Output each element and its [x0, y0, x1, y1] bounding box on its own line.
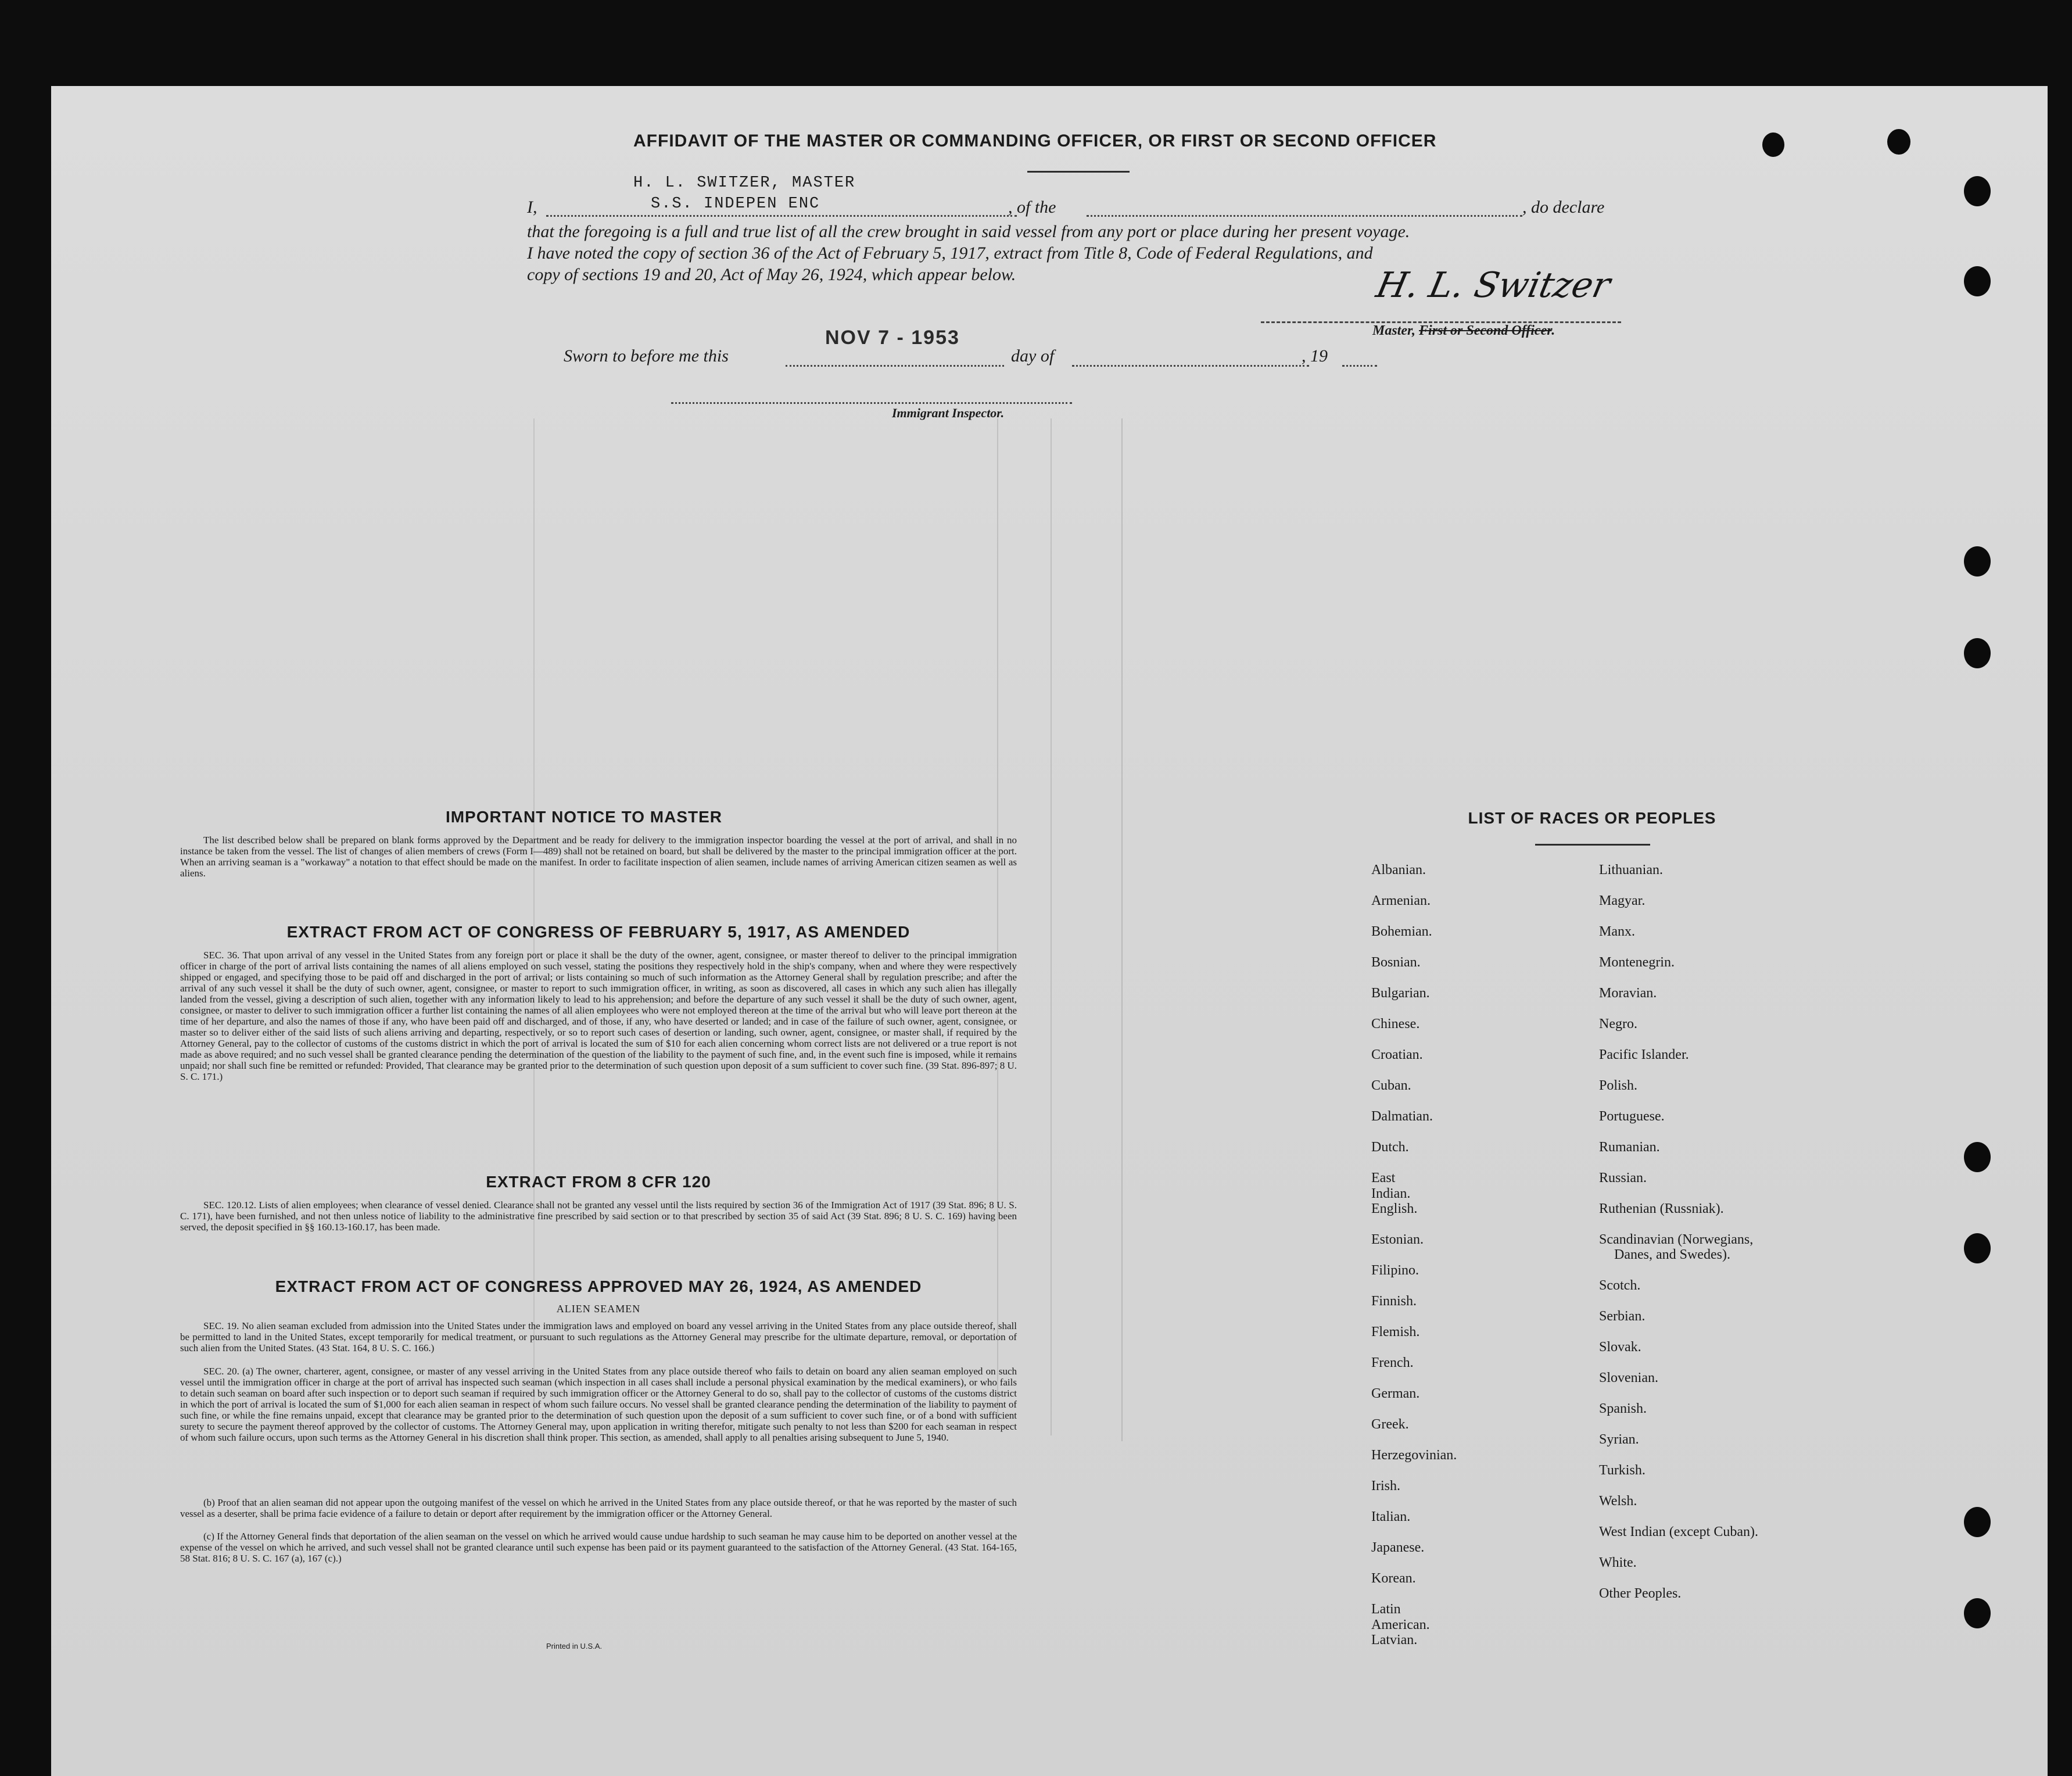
races-heading-underline: [1535, 844, 1650, 846]
race-item: French.: [1371, 1355, 1414, 1370]
punch-hole: [1964, 546, 1991, 577]
race-item: Welsh.: [1599, 1494, 1637, 1509]
race-item: German.: [1371, 1386, 1420, 1401]
year-text: , 19: [1302, 346, 1328, 366]
race-item: Serbian.: [1599, 1309, 1646, 1324]
race-item: Spanish.: [1599, 1401, 1647, 1416]
race-item: Italian.: [1371, 1509, 1411, 1524]
race-item: Dalmatian.: [1371, 1109, 1433, 1124]
punch-hole: [1964, 1507, 1991, 1537]
race-item: Estonian.: [1371, 1232, 1424, 1247]
vessel-blank: [1087, 215, 1522, 217]
day-of-text: day of: [1011, 346, 1055, 366]
race-item: Finnish.: [1371, 1294, 1417, 1309]
typed-master-name: H. L. SWITZER, MASTER: [633, 174, 856, 192]
master-caption-pre: Master,: [1372, 323, 1416, 338]
race-item: Flemish.: [1371, 1324, 1420, 1340]
alien-seamen-subheading: ALIEN SEAMEN: [556, 1303, 641, 1315]
extract-1917-body: SEC. 36. That upon arrival of any vessel in the United States from any foreign port or place it shall be the duty of the owner, agent, consignee, or master thereof to deliver to the principal immigration officer in charge of the port of arrival lists containing the names of all aliens employed on such vessel, stating the positions they respectively hold in the ship's company, when and where they were respectively shipped or engaged, and specifying those to be paid off and discharged in the port of arrival; or lists containing so much of such information as the Attorney General shall by regulation prescribe; and after the arrival of any such vessel it shall be the duty of such owner, agent, consignee, or master to report to such immigration officer, in writing, as soon as discovered, all cases in which any such alien has illegally landed from the vessel, giving a description of such alien, together with any information likely to lead to his apprehension; and before the departure of any such vessel it shall be the duty of such owner, agent, consignee, or master to deliver to such immigration officer a further list containing the names of all alien employees who were not employed thereon at the time of the arrival but who will leave port thereon at the time of her departure, and also the names of those if any, who have been paid off and discharged, and of those, if any, who have deserted or landed; and in case of the failure of such owner, agent, consignee, or master so to deliver either of the said lists of such aliens arriving and departing, respectively, or so to report such cases of desertion or landing, such owner, agent, consignee, or master shall, if required by the Attorney General, pay to the collector of customs of the customs district in which the port of arrival is located the sum of $10 for each alien concerning whom correct lists are not delivered or a true report is not made as above required; and no such vessel shall be granted clearance pending the determination of the question of the liability to the payment of such fine, and, in the event such fine is imposed, while it remains unpaid; nor shall such fine be remitted or refunded: Provided, That clearance may be granted prior to the determination of such question upon deposit of a sum sufficient to cover such fine. (39 Stat. 896-897; 8 U. S. C. 171.): [180, 950, 1017, 1082]
race-item: Slovenian.: [1599, 1370, 1658, 1385]
master-caption: [1372, 323, 1555, 339]
typed-vessel-name: S.S. INDEPEN ENC: [651, 195, 820, 213]
sec-19-text: SEC. 19. No alien seaman excluded from admission into the United States under the immigration laws and employed on board any vessel arriving in the United States from any place outside thereof, shall be permitted to land in the United States, except temporarily for medical treatment, or pursuant to such regulations as the Attorney General may prescribe for the ultimate departure, removal, or deportation of such alien from the United States. (43 Stat. 164, 8 U. S. C. 166.): [180, 1320, 1017, 1354]
inspector-caption: Immigrant Inspector.: [892, 406, 1005, 420]
race-item: Syrian.: [1599, 1432, 1639, 1447]
master-caption-post: .: [1551, 323, 1555, 338]
punch-hole: [1964, 1598, 1991, 1628]
race-item: Herzegovinian.: [1371, 1448, 1457, 1463]
punch-hole: [1964, 1142, 1991, 1172]
race-item: Montenegrin.: [1599, 955, 1675, 970]
race-item: Turkish.: [1599, 1463, 1646, 1478]
race-item: Manx.: [1599, 924, 1635, 939]
bleed-through-rule: [1051, 418, 1052, 1435]
sec-20b-text: (b) Proof that an alien seaman did not appear upon the outgoing manifest of the vessel on which he arrived in the United States from any place outside thereof, or that he was reported by the master of such vessel as a deserter, shall be prima facie evidence of a failure to detain or deport after requirement by the immigration officer or the Attorney General.: [180, 1497, 1017, 1519]
race-item: Japanese.: [1371, 1540, 1425, 1555]
race-item: Bohemian.: [1371, 924, 1432, 939]
race-item: Bulgarian.: [1371, 986, 1430, 1001]
race-item: Latin American.: [1371, 1602, 1430, 1632]
bleed-through-rule: [1121, 418, 1123, 1441]
title-underline: [1027, 171, 1130, 173]
affidavit-line-4: copy of sections 19 and 20, Act of May 26, 1924, which appear below.: [527, 265, 1016, 284]
extract-1917-heading: EXTRACT FROM ACT OF CONGRESS OF FEBRUARY 5, 1917, AS AMENDED: [286, 923, 910, 941]
punch-hole: [1964, 1233, 1991, 1263]
race-item: Moravian.: [1599, 986, 1657, 1001]
race-item: Rumanian.: [1599, 1140, 1660, 1155]
inspector-blank: [671, 402, 1072, 404]
affidavit-line-3: I have noted the copy of section 36 of the Act of February 5, 1917, extract from Title 8, Code of Federal Regulations, and: [527, 244, 1373, 263]
extract-cfr-body: SEC. 120.12. Lists of alien employees; when clearance of vessel denied. Clearance shall not be granted any vessel until the lists required by section 36 of the Immigration Act of 1917 (39 Stat. 896; 8 U. S. C. 171), have been furnished, and not then unless notice of liability to the administrative fine prescribed by said section or to that prescribed by section 35 of said Act (39 Stat. 896; 8 U. S. C. 169) having been served, the deposit specified in §§ 160.13-160.17, has been made.: [180, 1199, 1017, 1233]
sworn-text: Sworn to before me this: [564, 346, 729, 366]
race-item: Filipino.: [1371, 1263, 1419, 1278]
extract-1924-heading: EXTRACT FROM ACT OF CONGRESS APPROVED MAY 26, 1924, AS AMENDED: [275, 1277, 922, 1295]
race-item: Portuguese.: [1599, 1109, 1665, 1124]
race-item: English.: [1371, 1201, 1418, 1216]
extract-cfr-heading: EXTRACT FROM 8 CFR 120: [486, 1173, 711, 1191]
race-item: Slovak.: [1599, 1340, 1641, 1355]
master-signature: H. L. Switzer: [1372, 265, 1614, 306]
affidavit-i: I,: [527, 198, 537, 217]
race-item: Magyar.: [1599, 893, 1646, 908]
races-heading: LIST OF RACES OR PEOPLES: [1468, 809, 1716, 827]
sworn-day-blank: [786, 365, 1004, 367]
race-item: Albanian.: [1371, 862, 1426, 878]
punch-hole: [1964, 638, 1991, 668]
race-item: Chinese.: [1371, 1016, 1420, 1032]
printed-in-usa: Printed in U.S.A.: [546, 1642, 603, 1650]
month-blank: [1072, 365, 1309, 367]
affidavit-declare: , do declare: [1522, 198, 1605, 217]
race-item: Dutch.: [1371, 1140, 1409, 1155]
affidavit-of-the: , of the: [1008, 198, 1056, 217]
punch-hole: [1964, 176, 1991, 206]
race-item: Bosnian.: [1371, 955, 1421, 970]
affidavit-title: AFFIDAVIT OF THE MASTER OR COMMANDING OFFICER, OR FIRST OR SECOND OFFICER: [633, 131, 1437, 151]
race-item: Latvian.: [1371, 1632, 1418, 1648]
affidavit-line-2: that the foregoing is a full and true list of all the crew brought in said vessel from any port or place during her present voyage.: [527, 222, 1410, 241]
race-item: West Indian (except Cuban).: [1599, 1524, 1758, 1539]
race-item: Lithuanian.: [1599, 862, 1663, 878]
punch-hole: [1762, 133, 1784, 157]
race-item: Irish.: [1371, 1478, 1400, 1494]
notice-body: The list described below shall be prepared on blank forms approved by the Department and be ready for delivery to the immigration inspector boarding the vessel at the port of arrival, and shall in no instance be taken from the vessel. The list of changes of alien members of crews (Form I—489) shall not be retained on board, but shall be delivered by the master to the principal immigration officer at the port. When an arriving seaman is a "workaway" a notation to that effect should be made on the manifest. In order to facilitate inspection of alien seamen, include names of arriving American citizen seamen as well as aliens.: [180, 835, 1017, 879]
race-item: Cuban.: [1371, 1078, 1411, 1093]
punch-hole: [1887, 129, 1910, 155]
date-stamp: NOV 7 - 1953: [825, 327, 960, 349]
punch-hole: [1964, 266, 1991, 296]
race-item: Russian.: [1599, 1170, 1647, 1186]
notice-heading: IMPORTANT NOTICE TO MASTER: [445, 808, 723, 826]
race-item: Armenian.: [1371, 893, 1431, 908]
name-blank: [546, 215, 1017, 217]
race-item: Scandinavian (Norwegians,: [1599, 1232, 1754, 1247]
master-caption-struck: First or Second Officer: [1419, 323, 1552, 338]
race-item: Korean.: [1371, 1571, 1416, 1586]
race-item: Polish.: [1599, 1078, 1638, 1093]
race-item: Negro.: [1599, 1016, 1637, 1032]
race-item: Scotch.: [1599, 1278, 1641, 1293]
year-blank: [1342, 365, 1377, 367]
sec-20a-text: SEC. 20. (a) The owner, charterer, agent, consignee, or master of any vessel arriving in the United States from any place outside thereof who fails to detain on board any alien seaman employed on such vessel until the immigration officer in charge at the port of arrival has inspected such seaman (which inspection in all cases shall include a personal physical examination by the medical examiners), or who fails to detain such seaman on board after such inspection or to deport such seaman if required by such immigration officer or the Attorney General to do so, shall pay to the collector of customs of the customs district in which the port of arrival is located the sum of $1,000 for each alien seaman in respect of whom such failure occurs. No vessel shall be granted clearance pending the determination of the liability to payment of such fine, or while the fine remains unpaid, except that clearance may be granted prior to the determination of such question upon the deposit of a sum sufficient to cover such fine, or of a bond with sufficient surety to secure the payment thereof approved by the collector of customs. The Attorney General may, upon application in writing therefor, mitigate such penalty to not less than $200 for each seaman in respect of whom such failure occurs, upon such terms as the Attorney General in his discretion shall think proper. This section, as amended, shall apply to all penalties arising subsequent to June 5, 1940.: [180, 1366, 1017, 1443]
race-item: Other Peoples.: [1599, 1586, 1682, 1601]
race-item: Greek.: [1371, 1417, 1409, 1432]
race-item: Croatian.: [1371, 1047, 1423, 1062]
race-item: Ruthenian (Russniak).: [1599, 1201, 1724, 1216]
race-item: East Indian.: [1371, 1170, 1411, 1201]
sec-20c-text: (c) If the Attorney General finds that deportation of the alien seaman on the vessel on which he arrived would cause undue hardship to such seaman he may cause him to be deported on another vessel at the expense of the vessel on which he arrived, and such vessel shall not be granted clearance until such expense has been paid or its payment guaranteed to the satisfaction of the Attorney General. (43 Stat. 164-165, 58 Stat. 816; 8 U. S. C. 167 (a), 167 (c).): [180, 1531, 1017, 1564]
race-item: Danes, and Swedes).: [1614, 1247, 1730, 1262]
race-item: Pacific Islander.: [1599, 1047, 1689, 1062]
race-item: White.: [1599, 1555, 1637, 1570]
